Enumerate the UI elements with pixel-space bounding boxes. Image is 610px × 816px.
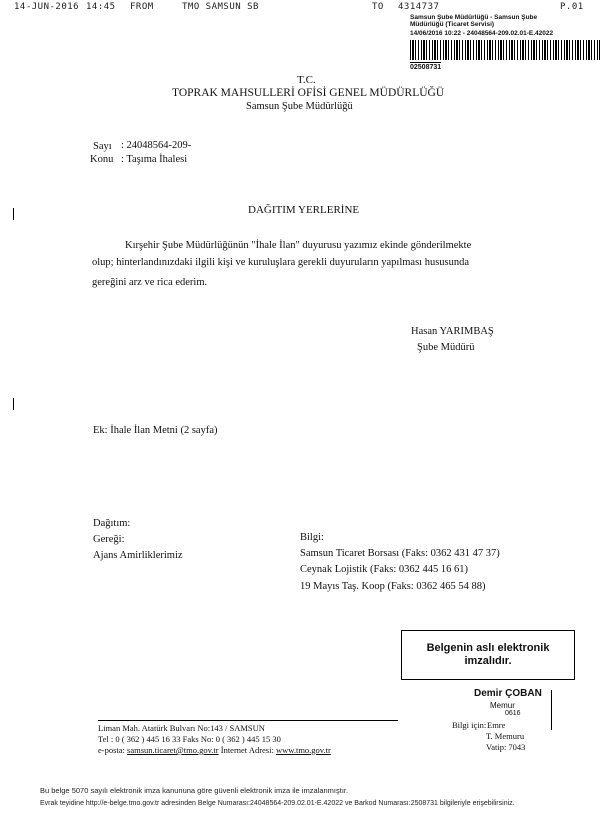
contact-address: Liman Mah. Atatürk Bulvarı No:143 / SAMSUN [98,723,265,733]
barcode-label-line2: Müdürlüğü (Ticaret Servisi) [410,21,495,28]
letterhead-country: T.C. [297,74,316,86]
web-link[interactable]: www.tmo.gov.tr [275,745,331,755]
contact-phone: Tel : 0 ( 362 ) 445 16 33 Faks No: 0 ( 362 ) 445 15 30 [98,734,281,744]
body-line-2: olup; hinterlandınızdaki ilgili kişi ve kuruluşlara gerekli duyuruların yapılması hususunda [92,257,470,268]
fax-page: P.01 [560,2,584,12]
footer-line-1: Bu belge 5070 sayılı elektronik imza kanununa göre güvenli elektronik imza ile imzalanmıştır. [40,786,349,795]
distribution-heading: Dağıtım: [93,518,131,529]
bilgi-item: 19 Mayıs Taş. Koop (Faks: 0362 465 54 88) [300,581,486,592]
attachment: Ek: İhale İlan Metni (2 sayfa) [93,425,218,436]
margin-mark [551,690,552,730]
stamp-line-2: imzalıdır. [464,655,512,667]
contact-divider [98,720,398,721]
fax-to-label: TO [372,2,384,12]
fax-from-label: FROM [130,2,154,12]
stamp-line-1: Belgenin aslı elektronik [426,642,550,654]
bilgi-label: Bilgi: [300,532,324,543]
info-title: T. Memuru [486,731,525,741]
info-label: Bilgi için: [452,720,487,730]
recipient-heading: DAĞITIM YERLERİNE [248,204,360,216]
fax-to-value: 4314737 [398,2,440,12]
email-label: e-posta: [98,745,125,755]
barcode-number: 02508731 [410,64,442,71]
fax-time: 14:45 [86,2,116,12]
info-name: Emre [487,720,506,730]
email-link[interactable]: samsun.ticaret@tmo.gov.tr [127,745,219,755]
web-label: İnternet Adresi: [220,745,274,755]
footer-line-2: Evrak teyidine http://e-belge.tmo.gov.tr adresinden Belge Numarası:24048564-209.02.01-E.42022 ve Barkod Numarası:2508731 bilgileriyle erişebilirsiniz. [40,800,515,807]
body-line-1: Kırşehir Şube Müdürlüğünün "İhale İlan" duyurusu yazımız ekinde gönderilmekte [125,240,472,251]
fax-from-value: TMO SAMSUN SB [182,2,259,12]
barcode-label-line1: Samsun Şube Müdürlüğü - Samsun Şube [410,14,538,21]
copy-signer-name: Demir ÇOBAN [474,688,542,699]
gerege-value: Ajans Amirliklerimiz [93,550,183,561]
bilgi-item: Ceynak Lojistik (Faks: 0362 445 16 61) [300,564,468,575]
electronic-signature-stamp [401,630,575,680]
margin-mark [13,208,14,220]
letterhead-branch: Samsun Şube Müdürlüğü [246,101,353,112]
contact-web-row [98,745,331,755]
barcode-icon [410,40,600,60]
signatory-title: Şube Müdürü [417,342,475,353]
fax-date: 14-JUN-2016 [14,2,80,12]
sayi-value: : 24048564-209- [121,140,192,151]
bilgi-item: Samsun Ticaret Borsası (Faks: 0362 431 47 37) [300,548,500,559]
signatory-name: Hasan YARIMBAŞ [411,326,494,337]
konu-value: : Taşıma İhalesi [121,154,188,165]
gerege-label: Gereği: [93,534,125,545]
letterhead-org: TOPRAK MAHSULLERİ OFİSİ GENEL MÜDÜRLÜĞÜ [172,87,445,99]
copy-signer-date: 0616 [505,710,521,717]
copy-signer-title: Memur [490,701,515,710]
margin-mark [13,398,14,410]
sayi-label: Sayı [93,141,112,152]
konu-label: Konu [90,154,114,165]
info-phone: Vatip: 7043 [486,742,526,752]
body-line-3: gereğini arz ve rica ederim. [92,277,208,288]
barcode-label-line3: 14/06/2016 10:22 - 24048564-209.02.01-E.42022 [410,30,554,37]
